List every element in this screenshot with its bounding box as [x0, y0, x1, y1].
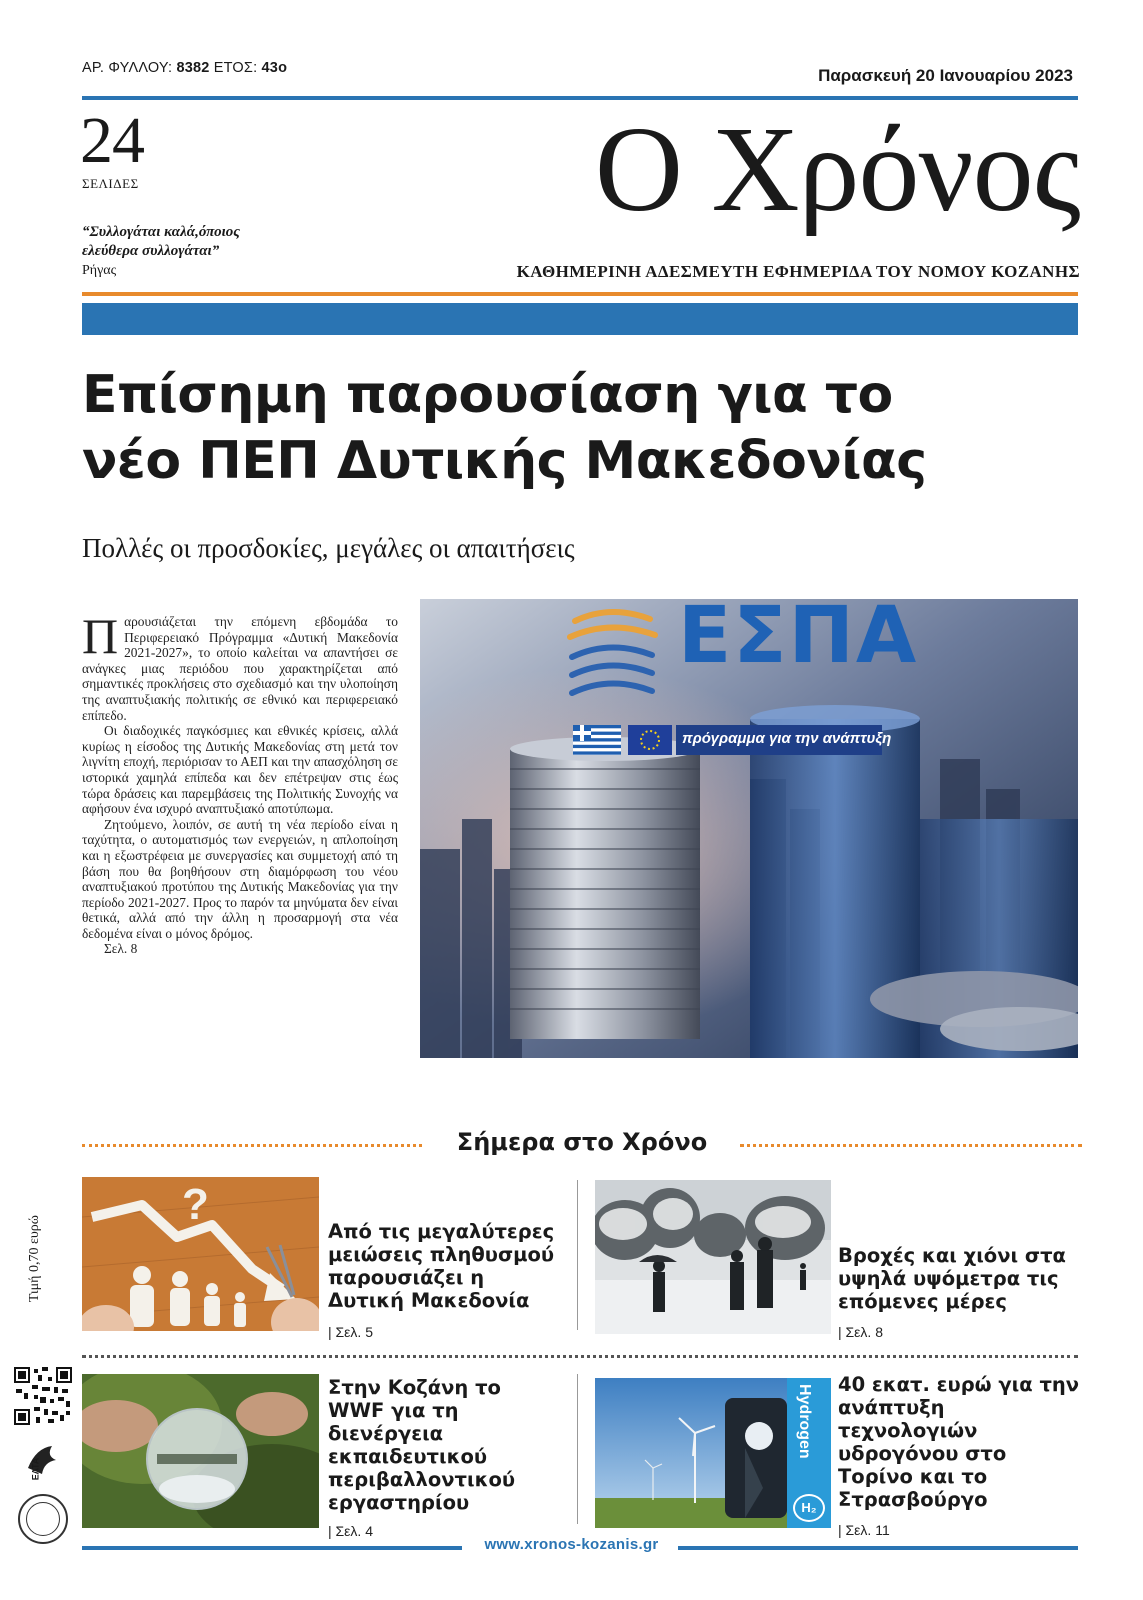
lead-article-body: [82, 608, 398, 957]
espa-banner-text: πρόγραμμα για την ανάπτυξη: [682, 730, 892, 747]
year-label: ΕΤΟΣ:: [213, 60, 258, 76]
teaser-title[interactable]: Στην Κοζάνη το WWF για τη διενέργεια εκπαιδευτικού περιβαλλοντικού εργαστηρίου: [328, 1376, 516, 1514]
masthead-band: [82, 303, 1078, 335]
row-divider: [82, 1355, 1078, 1358]
hydrogen-label: Hydrogen: [796, 1384, 813, 1459]
teaser-image-snow[interactable]: [595, 1180, 831, 1334]
pages-label: ΣΕΛΙΔΕΣ: [82, 176, 139, 191]
espa-logo-text: ΕΣΠΑ: [678, 599, 919, 681]
column-divider: [577, 1180, 578, 1330]
eu-flag-icon: [628, 725, 672, 755]
website-link[interactable]: www.xronos-kozanis.gr: [484, 1536, 659, 1553]
snow-scene-illustration: [595, 1180, 831, 1334]
lead-subhead: Πολλές οι προσδοκίες, μεγάλες οι απαιτήσεις: [82, 533, 575, 563]
issue-label: ΑΡ. ΦΥΛΛΟΥ:: [82, 60, 173, 76]
headline-line: Επίσημη παρουσίαση για το: [82, 365, 893, 425]
elta-bird-graphic: [22, 1438, 66, 1486]
lead-headline[interactable]: [82, 362, 1082, 494]
footer-rule-right: [678, 1546, 1078, 1550]
elta-logo-text: ΕΛΤΑ: [30, 1457, 41, 1481]
teaser-title[interactable]: 40 εκατ. ευρώ για την ανάπτυξη τεχνολογιών υδρογόνου στο Τορίνο και το Στρασβούργο: [838, 1373, 1080, 1511]
issue-date: Παρασκευή 20 Ιανουαρίου 2023: [818, 66, 1073, 85]
teaser-page-ref[interactable]: | Σελ. 8: [838, 1324, 883, 1340]
greek-flag-icon: [573, 725, 621, 755]
article-paragraph: Ζητούμενο, λοιπόν, σε αυτή τη νέα περίοδο είναι η ταχύτητα, ο αυτοματισμός των ενεργειών, η απλοποίηση και η εξωστρέφεια με συνεργασίες και συμμετοχή από τη βάση που θα βοηθήσουν στη διαμόρφωση του νέου αναπτυξιακού προτύπου της Δυτικής Μακεδονίας για την περίοδο 2021-2027. Προς το παρόν τα μηνύματα δεν είναι θετικά, αλλά από την άλλη η προσαρμογή στα νέα δεδομένα είναι ο μόνος δρόμος.: [82, 816, 398, 941]
h2-label: H₂: [793, 1494, 825, 1522]
svg-text:?: ?: [182, 1180, 209, 1229]
teaser-page-ref[interactable]: | Σελ. 4: [328, 1523, 373, 1539]
masthead-rule-orange: [82, 292, 1078, 296]
teaser-image-hydrogen[interactable]: [595, 1378, 831, 1528]
section-today-header: [82, 1128, 1082, 1158]
qr-code-icon[interactable]: [14, 1367, 72, 1425]
motto-line: ελεύθερα συλλογάται”: [82, 243, 220, 259]
price-text: Τιμή 0,70 ευρώ: [27, 1215, 42, 1303]
elta-logo-icon: [22, 1438, 66, 1486]
top-rule: [82, 96, 1078, 100]
teaser-page-ref[interactable]: | Σελ. 11: [838, 1522, 890, 1538]
pages-count: 24: [80, 104, 144, 177]
article-paragraph: [82, 608, 398, 723]
motto: [82, 223, 292, 261]
lead-image-espa-coins[interactable]: [420, 599, 1078, 1058]
motto-line: “Συλλογάται καλά,όποιος: [82, 224, 240, 240]
population-decline-illustration: [82, 1177, 319, 1331]
price-label: [27, 1215, 47, 1345]
year-number: 43ο: [261, 60, 288, 76]
issue-info: [82, 60, 287, 76]
drop-cap: Π: [82, 608, 119, 664]
teaser-image-wwf[interactable]: [82, 1374, 319, 1528]
teaser-title[interactable]: Από τις μεγαλύτερες μειώσεις πληθυσμού παρουσιάζει η Δυτική Μακεδονία: [328, 1220, 555, 1312]
masthead-tagline: ΚΑΘΗΜΕΡΙΝΗ ΑΔΕΣΜΕΥΤΗ ΕΦΗΜΕΡΙΔΑ ΤΟΥ ΝΟΜΟΥ ΚΟΖΑΝΗΣ: [516, 262, 1080, 281]
teaser-title[interactable]: Βροχές και χιόνι στα υψηλά υψόμετρα τις επόμενες μέρες: [838, 1244, 1066, 1313]
motto-author: Ρήγας: [82, 263, 117, 278]
article-paragraph: Οι διαδοχικές παγκόσμιες και εθνικές κρίσεις, αλλά κυρίως η είσοδος της Δυτικής Μακεδονίας στη μετά τον λιγνίτη εποχή, περιόρισαν το ΑΕΠ και την απασχόληση σε ιστορικά χαμηλά επίπεδα και δεν επέτρεψαν στις έως τώρα δράσεις και παρεμβάσεις της Πολιτικής Συνοχής να αφήσουν ένα ισχυρό αναπτυξιακό αποτύπωμα.: [82, 723, 398, 817]
dotted-divider: [740, 1144, 1082, 1147]
teaser-page-ref[interactable]: | Σελ. 5: [328, 1324, 373, 1340]
column-divider: [577, 1374, 578, 1524]
crystal-ball-illustration: [82, 1374, 319, 1528]
article-paragraph-text: αρουσιάζεται την επόμενη εβδομάδα το Περιφερειακό Πρόγραμμα «Δυτική Μακεδονία 2021-2027», το οποίο καλείται να απαντήσει σε ανάγκες μιας περιόδου που χαρακτηρίζεται από σημαντικές προκλήσεις στο σχεδιασμό και την υλοποίηση της αναπτυξιακής πολιτικής σε εθνικό και περιφερειακό επίπεδο.: [82, 614, 398, 723]
masthead-title: Ο Χρόνος: [594, 102, 1080, 237]
teaser-image-population[interactable]: [82, 1177, 319, 1331]
issue-number: 8382: [176, 60, 210, 76]
article-page-ref[interactable]: Σελ. 8: [104, 941, 138, 957]
qr-code-graphic: [14, 1367, 72, 1425]
headline-line: νέο ΠΕΠ Δυτικής Μακεδονίας: [82, 431, 927, 491]
section-today-title: Σήμερα στο Χρόνο: [456, 1128, 708, 1156]
